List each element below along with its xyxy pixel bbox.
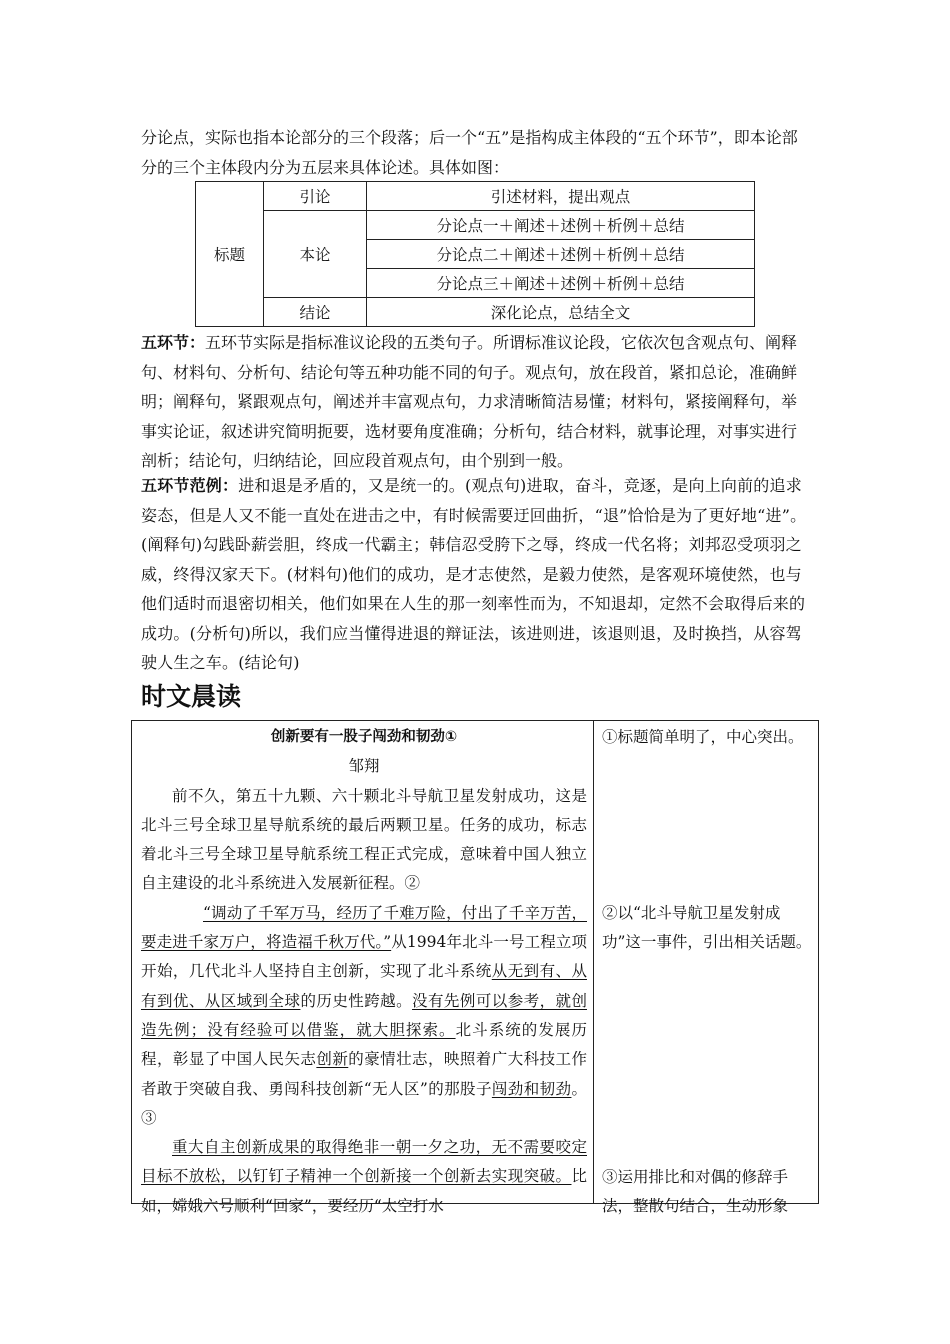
column-divider	[593, 721, 594, 1203]
structure-section-body: 本论	[264, 211, 367, 298]
article-paragraph-3	[141, 1133, 587, 1221]
structure-title-cell: 标题	[196, 182, 264, 327]
article-paragraph-2	[141, 899, 587, 1133]
section-heading: 时文晨读	[141, 682, 242, 711]
underline-thesis: 重大自主创新成果的取得绝非一朝一夕之功，无不需要咬定目标不放松，以钉钉子精神一个创新接一个创新去实现突破。	[141, 1138, 587, 1186]
five-links-example-text: 进和退是矛盾的，又是统一的。(观点句)进取，奋斗，竞逐，是向上向前的追求姿态，但是人又不能一直处在进击之中，有时候需要迂回曲折，“退”恰恰是为了更好地“进”。(阐释句)勾践卧薪尝胆，终成一代霸主；韩信忍受胯下之辱，终成一代名将；刘邦忍受项羽之威，终得汉家天下。(材料句)他们的成功，是才志使然，是毅力使然，是客观环境使然，也与他们适时而退密切相关，他们如果在人生的那一刻率性而为，不知退却，定然不会取得后来的成功。(分析句)所以，我们应当懂得进退的辩证法，该进则进，该退则退，及时换挡，从容驾驶人生之车。(结论句)	[141, 476, 807, 672]
annotation-2: ②以“北斗导航卫星发射成功”这一事件，引出相关话题。	[602, 904, 812, 952]
structure-section-intro: 引论	[264, 182, 367, 211]
five-links-label: 五环节：	[141, 333, 206, 352]
structure-content-point-1: 分论点一＋阐述＋述例＋析例＋总结	[367, 211, 755, 240]
intro-paragraph: 分论点，实际也指本论部分的三个段落；后一个“五”是指构成主体段的“五个环节”，即本论部分的三个主体段内分为五层来具体论述。具体如图：	[141, 128, 798, 177]
structure-content-point-3: 分论点三＋阐述＋述例＋析例＋总结	[367, 269, 755, 298]
structure-content-intro: 引述材料，提出观点	[367, 182, 755, 211]
five-links-text: 五环节实际是指标准议论段的五类句子。所谓标准议论段，它依次包含观点句、阐释句、材料句、分析句、结论句等五种功能不同的句子。观点句，放在段首，紧扣总论，准确鲜明；阐释句，紧跟观点句，阐述并丰富观点句，力求清晰简洁易懂；材料句，紧接阐释句，举事实论证，叙述讲究简明扼要，选材要角度准确；分析句，结合材料，就事论理，对事实进行剖析；结论句，归纳结论，回应段首观点句，由个别到一般。	[141, 333, 798, 470]
underline-parallel: 没有先例可以参考，就创造先例；没有经验可以借鉴，就大胆探索。	[141, 991, 587, 1039]
text-segment: 比如，嫦娥六号顺利“回家”，要经历“太空打水	[141, 1167, 587, 1215]
five-links-example-label: 五环节范例：	[141, 476, 239, 495]
structure-content-point-2: 分论点二＋阐述＋述例＋析例＋总结	[367, 240, 755, 269]
reading-box	[131, 720, 819, 1216]
article-paragraph-1: 前不久，第五十九颗、六十颗北斗导航卫星发射成功，这是北斗三号全球卫星导航系统的最后两颗卫星。任务的成功，标志着北斗三号全球卫星导航系统工程正式完成，意味着中国人独立自主建设的北斗系统进入发展新征程。②	[141, 786, 587, 893]
underline-innovation: 创新	[316, 1050, 349, 1069]
article-column	[141, 723, 587, 1221]
structure-table	[195, 181, 755, 327]
annotation-1: ①标题简单明了，中心突出。	[602, 728, 804, 746]
article-title: 创新要有一股子闯劲和韧劲①	[270, 729, 458, 745]
article-author: 邹翔	[348, 757, 380, 776]
underline-spirit: 闯劲和韧劲	[491, 1079, 572, 1098]
annotation-3: ③运用排比和对偶的修辞手法，整散句结合，生动形象	[602, 1168, 789, 1216]
text-segment: 从1994年北斗一号工程立项开始，几代北斗人坚持自主创新，实现了北斗系统	[141, 933, 587, 981]
structure-section-conclusion: 结论	[264, 298, 367, 327]
text-segment: 北斗系统的发展历程，彰显了中国人民矢志	[141, 1020, 587, 1069]
underline-span: 从无到有、从有到优、从区域到全球	[141, 962, 587, 1010]
five-links-example-paragraph	[141, 471, 811, 678]
text-segment: 的历史性跨越。	[300, 991, 413, 1010]
structure-content-conclusion: 深化论点，总结全文	[367, 298, 755, 327]
underline-quote: “调动了千军万马，经历了千难万险，付出了千辛万苦，要走进千家万户，将造福千秋万代。”	[141, 903, 587, 952]
five-links-paragraph	[141, 328, 811, 476]
text-segment: 。③	[141, 1079, 587, 1127]
text-segment: 的豪情壮志，映照着广大科技工作者敢于突破自我、勇闯科技创新“无人区”的那股子	[141, 1050, 587, 1098]
